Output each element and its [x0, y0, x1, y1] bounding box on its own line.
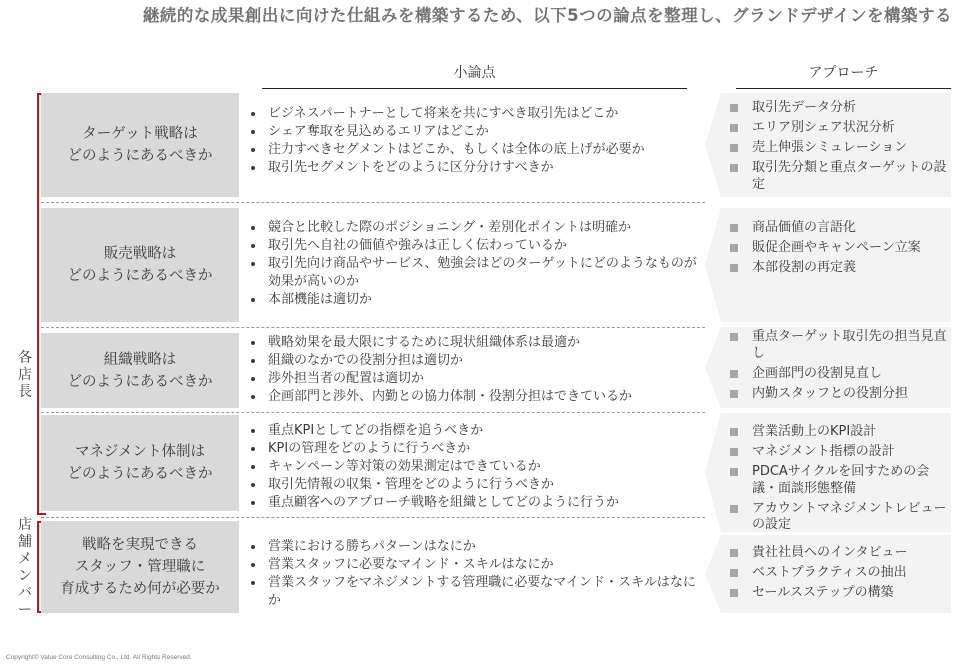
- approach-item: アカウントマネジメントレビューの設定: [728, 501, 950, 534]
- question-item: 営業スタッフに必要なマインド・スキルはなにか: [246, 556, 706, 574]
- question-item: 競合と比較した際のポジショニング・差別化ポイントは明確か: [246, 219, 706, 237]
- approach-list-staff-development: [728, 545, 950, 605]
- approach-item: ベストプラクティスの抽出: [728, 565, 950, 582]
- row-divider: [41, 517, 705, 518]
- question-list-management-system: [246, 422, 706, 512]
- approach-item: 本部役割の再定義: [728, 260, 950, 277]
- question-list-staff-development: [246, 538, 706, 610]
- issue-box-organization-strategy: 組織戦略は どのようにあるべきか: [41, 333, 239, 408]
- managers-group-label: 各店長: [18, 350, 32, 400]
- issue-box-staff-development: 戦略を実現できる スタッフ・管理職に 育成するため何が必要か: [41, 521, 239, 613]
- question-item: 企画部門と渉外、内勤との協力体制・役割分担はできているか: [246, 388, 706, 406]
- approach-list-organization-strategy: [728, 329, 950, 406]
- approach-item: 内勤スタッフとの役割分担: [728, 386, 950, 403]
- question-item: 重点顧客へのアプローチ戦略を組織としてどのように行うか: [246, 494, 706, 512]
- approach-item: 取引先データ分析: [728, 100, 950, 117]
- question-item: ビジネスパートナーとして将来を共にすべき取引先はどこか: [246, 105, 706, 123]
- question-item: 営業スタッフをマネジメントする管理職に必要なマインド・スキルはなにか: [246, 574, 706, 610]
- question-item: 取引先へ自社の価値や強みは正しく伝わっているか: [246, 237, 706, 255]
- question-item: 戦略効果を最大限にするために現状組織体系は最適か: [246, 334, 706, 352]
- approach-item: エリア別シェア状況分析: [728, 120, 950, 137]
- question-list-sales-strategy: [246, 219, 706, 309]
- chevron-arrow-icon: [705, 413, 721, 532]
- approach-item: 企画部門の役割見直し: [728, 366, 950, 383]
- question-item: キャンペーン等対策の効果測定はできているか: [246, 458, 706, 476]
- issue-box-sales-strategy: 販売戦略は どのようにあるべきか: [41, 208, 239, 322]
- question-item: 取引先情報の収集・管理をどのように行うべきか: [246, 476, 706, 494]
- page-title: 継続的な成果創出に向けた仕組みを構築するため、以下5つの論点を整理し、グランドデザインを構築する: [142, 6, 952, 25]
- issues-header: 小論点: [453, 65, 496, 81]
- row-divider: [41, 327, 705, 328]
- chevron-arrow-icon: [705, 93, 721, 197]
- approach-item: PDCAサイクルを回すための会議・面談形態整備: [728, 464, 950, 497]
- approach-item: 貴社社員へのインタビュー: [728, 545, 950, 562]
- question-list-organization-strategy: [246, 334, 706, 406]
- approach-item: 営業活動上のKPI設計: [728, 424, 950, 441]
- approach-item: マネジメント指標の設計: [728, 444, 950, 461]
- approach-header: アプローチ: [808, 65, 879, 81]
- approach-list-sales-strategy: [728, 220, 950, 280]
- issue-box-management-system: マネジメント体制は どのようにあるべきか: [41, 415, 239, 511]
- approach-list-management-system: [728, 424, 950, 537]
- members-group-label: 店舗メンバー: [18, 517, 32, 618]
- row-divider: [41, 412, 705, 413]
- copyright-footer: Copyright© Value Core Consulting Co., Ltd. All Rights Reserved.: [6, 654, 192, 661]
- question-list-target-strategy: [246, 105, 706, 177]
- question-item: KPIの管理をどのように行うべきか: [246, 440, 706, 458]
- approach-header-rule: [736, 88, 951, 89]
- issue-box-target-strategy: ターゲット戦略は どのようにあるべきか: [41, 93, 239, 197]
- row-divider: [41, 202, 705, 203]
- question-item: 営業における勝ちパターンはなにか: [246, 538, 706, 556]
- question-item: 注力すべきセグメントはどこか、もしくは全体の底上げが必要か: [246, 141, 706, 159]
- question-item: 取引先セグメントをどのように区分分けすべきか: [246, 159, 706, 177]
- approach-item: 商品価値の言語化: [728, 220, 950, 237]
- question-item: 重点KPIとしてどの指標を追うべきか: [246, 422, 706, 440]
- question-item: 組織のなかでの役割分担は適切か: [246, 352, 706, 370]
- chevron-arrow-icon: [705, 535, 721, 613]
- chevron-arrow-icon: [705, 327, 721, 408]
- question-item: 渉外担当者の配置は適切か: [246, 370, 706, 388]
- approach-item: 売上伸張シミュレーション: [728, 140, 950, 157]
- question-item: 本部機能は適切か: [246, 291, 706, 309]
- issues-header-rule: [262, 88, 687, 89]
- approach-item: 取引先分類と重点ターゲットの設定: [728, 160, 950, 193]
- approach-list-target-strategy: [728, 100, 950, 197]
- question-item: 取引先向け商品やサービス、勉強会はどのターゲットにどのようなものが効果が高いのか: [246, 255, 706, 291]
- approach-item: 販促企画やキャンペーン立案: [728, 240, 950, 257]
- chevron-arrow-icon: [705, 208, 721, 322]
- approach-item: 重点ターゲット取引先の担当見直し: [728, 329, 950, 362]
- question-item: シェア奪取を見込めるエリアはどこか: [246, 123, 706, 141]
- approach-item: セールスステップの構築: [728, 585, 950, 602]
